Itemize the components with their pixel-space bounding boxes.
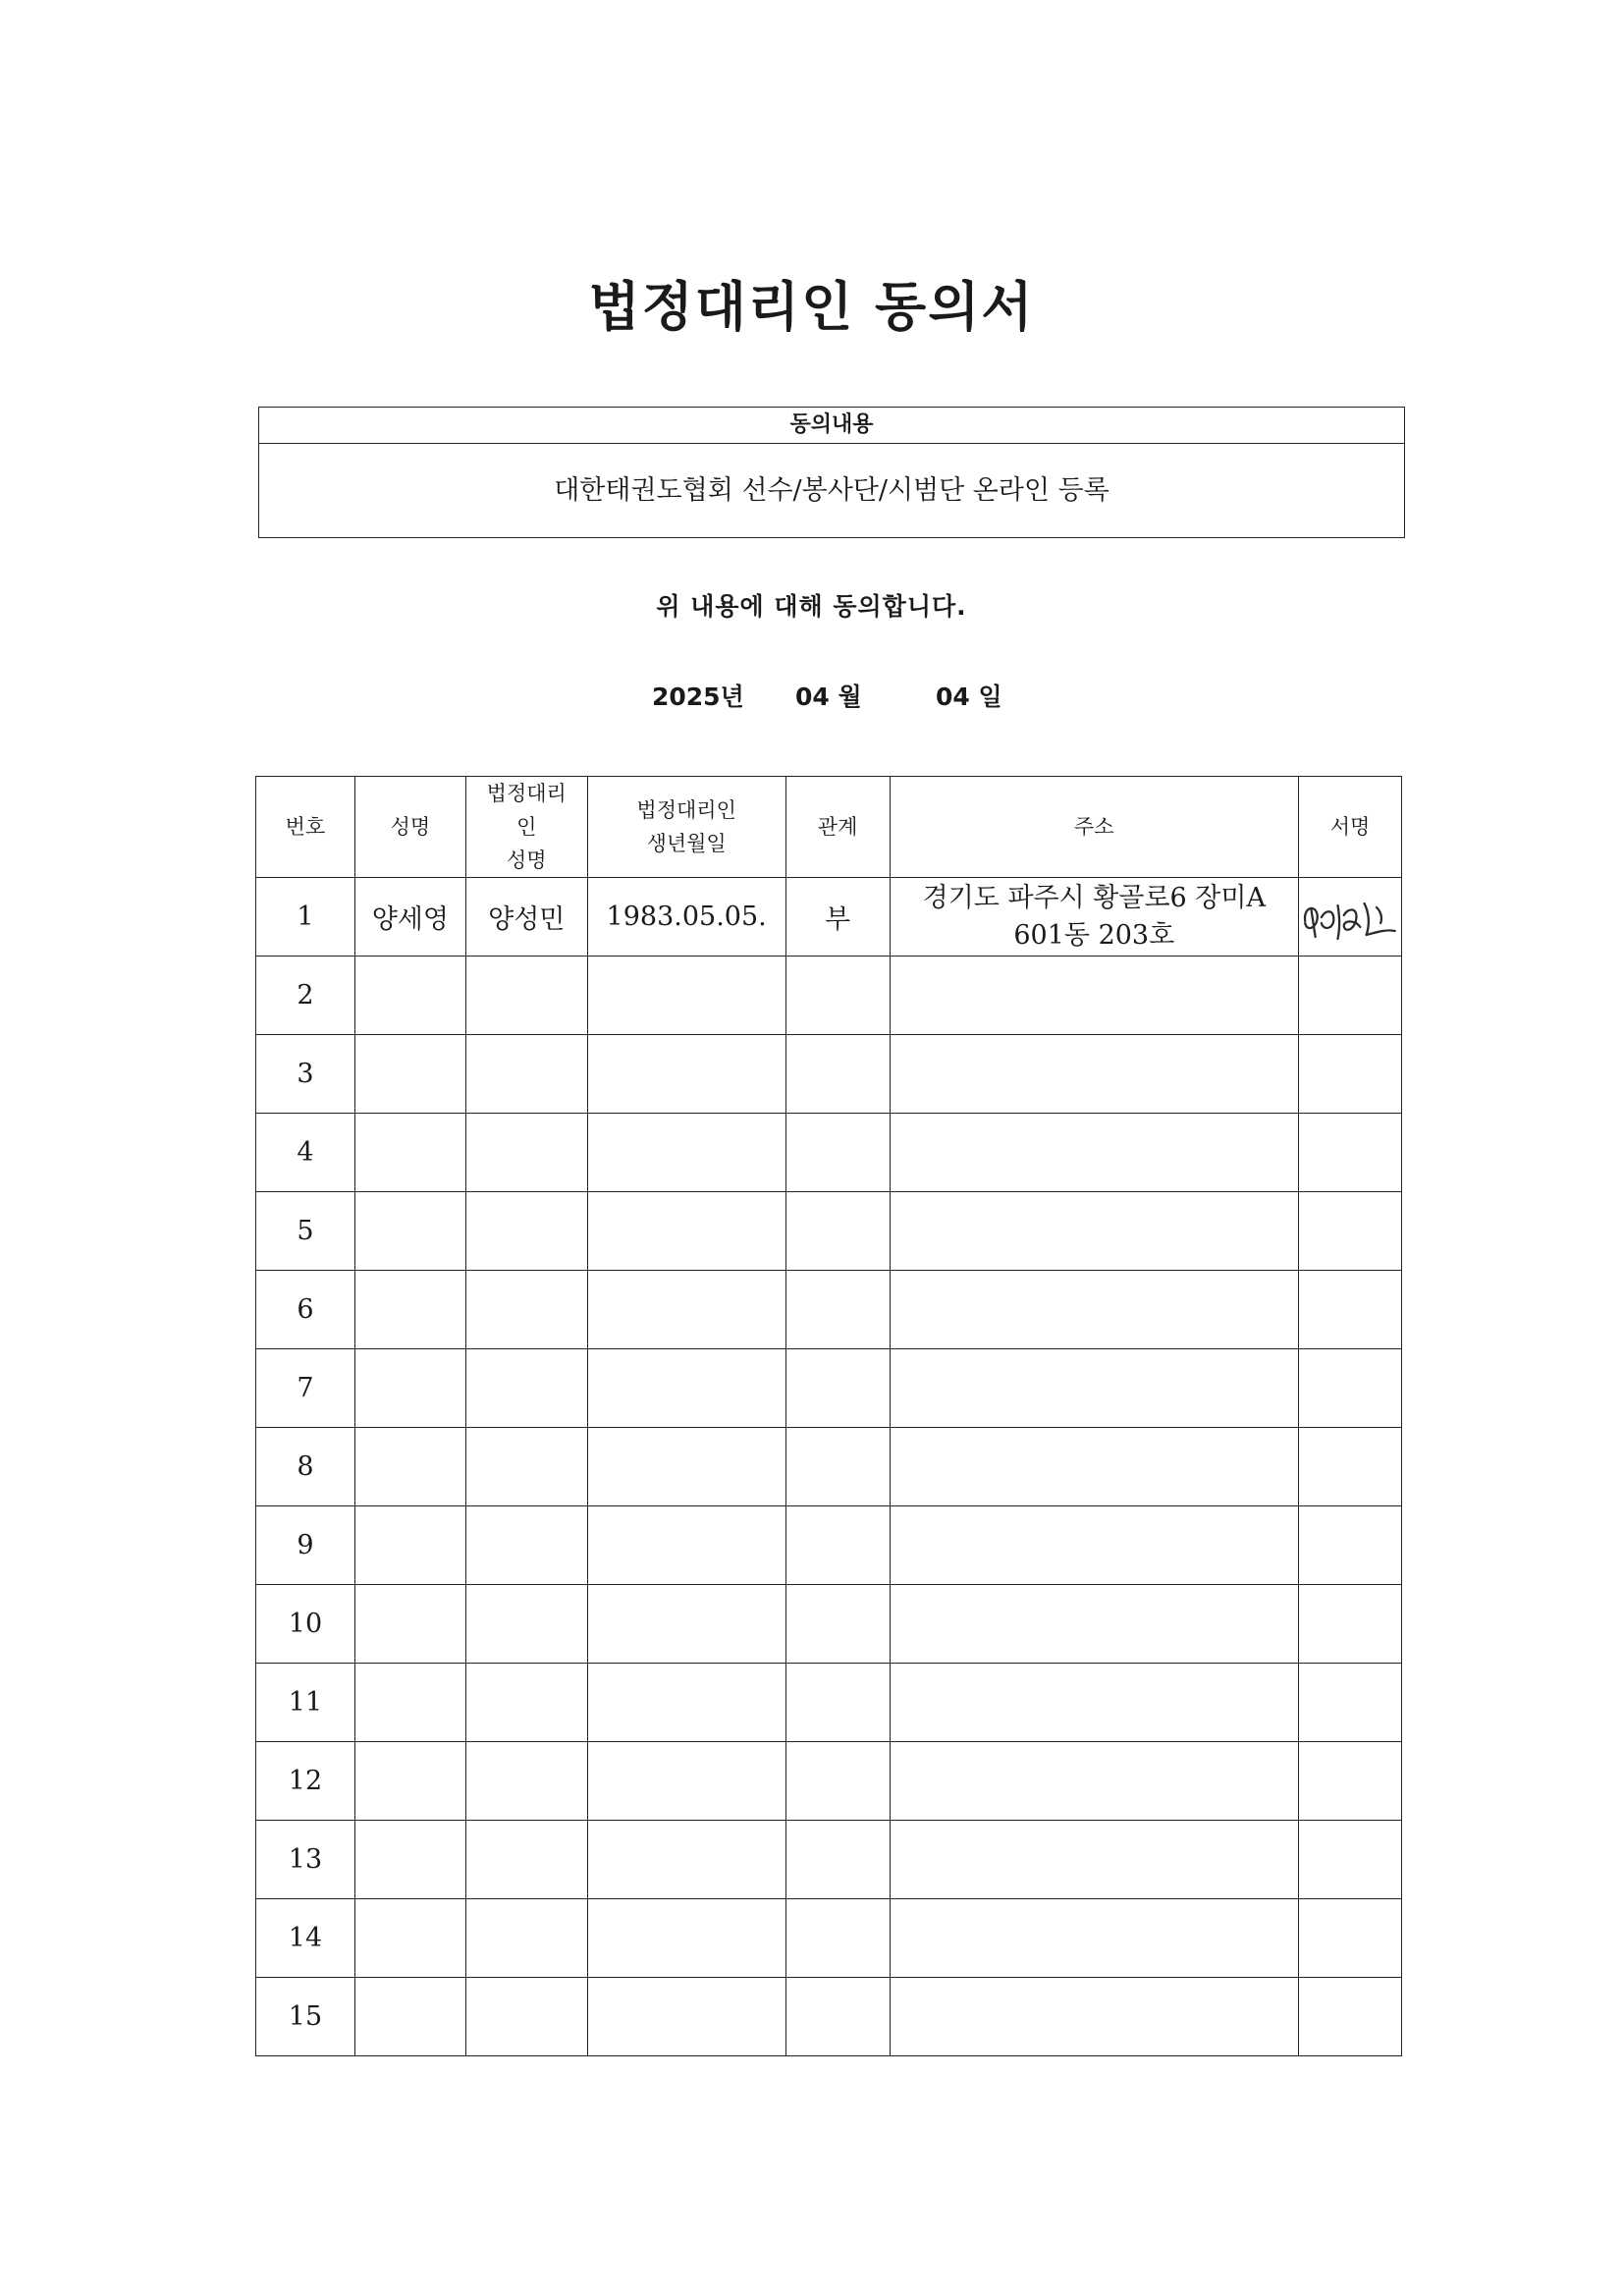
date-month: 04 월	[795, 683, 862, 711]
header-relation: 관계	[785, 777, 890, 878]
cell-relation	[785, 1192, 890, 1271]
table-row	[256, 1114, 1402, 1192]
cell-no: 9	[256, 1506, 355, 1585]
cell-signature	[1299, 1585, 1402, 1664]
table-row	[256, 1506, 1402, 1585]
header-signature: 서명	[1299, 777, 1402, 878]
cell-no: 13	[256, 1821, 355, 1899]
cell-signature	[1299, 1192, 1402, 1271]
cell-signature	[1299, 1821, 1402, 1899]
cell-name	[354, 1506, 465, 1585]
cell-guardian	[465, 1978, 587, 2056]
cell-guardian	[465, 1114, 587, 1192]
table-row	[256, 1349, 1402, 1428]
cell-address	[890, 1271, 1299, 1349]
cell-relation	[785, 1899, 890, 1978]
cell-relation	[785, 1271, 890, 1349]
cell-address	[890, 1349, 1299, 1428]
consent-header: 동의내용	[259, 408, 1404, 444]
cell-no: 12	[256, 1742, 355, 1821]
cell-no: 7	[256, 1349, 355, 1428]
table-row	[256, 1585, 1402, 1664]
signature-stroke	[1305, 903, 1395, 939]
cell-no: 8	[256, 1428, 355, 1506]
cell-birth	[587, 1349, 785, 1428]
header-name: 성명	[354, 777, 465, 878]
cell-guardian	[465, 1585, 587, 1664]
address-line1: 경기도 파주시 황골로6 장미A	[922, 882, 1266, 913]
cell-birth	[587, 1271, 785, 1349]
cell-no: 2	[256, 957, 355, 1035]
cell-signature	[1299, 1428, 1402, 1506]
cell-birth	[587, 1664, 785, 1742]
header-no: 번호	[256, 777, 355, 878]
cell-address	[890, 1821, 1299, 1899]
address-line2: 601동 203호	[1013, 919, 1175, 951]
table-header-row	[256, 777, 1402, 878]
cell-address	[890, 1506, 1299, 1585]
cell-guardian: 양성민	[465, 878, 587, 957]
cell-no: 5	[256, 1192, 355, 1271]
header-guardian-name-line1: 법정대리	[486, 782, 567, 805]
cell-guardian	[465, 1899, 587, 1978]
header-address: 주소	[890, 777, 1299, 878]
cell-name	[354, 1585, 465, 1664]
cell-birth	[587, 1192, 785, 1271]
cell-relation	[785, 1114, 890, 1192]
table-row	[256, 1428, 1402, 1506]
cell-name	[354, 1114, 465, 1192]
cell-no: 3	[256, 1035, 355, 1114]
cell-birth	[587, 1114, 785, 1192]
cell-birth	[587, 1821, 785, 1899]
cell-signature	[1299, 957, 1402, 1035]
cell-name	[354, 1035, 465, 1114]
cell-address	[890, 878, 1299, 957]
header-guardian-birth-line2: 생년월일	[646, 832, 727, 855]
cell-birth	[587, 1742, 785, 1821]
cell-birth	[587, 1978, 785, 2056]
cell-signature	[1299, 1114, 1402, 1192]
cell-name	[354, 1271, 465, 1349]
cell-guardian	[465, 1664, 587, 1742]
cell-birth	[587, 957, 785, 1035]
header-guardian-name-line2: 인	[516, 815, 537, 839]
table-row	[256, 1742, 1402, 1821]
table-row	[256, 1899, 1402, 1978]
cell-birth	[587, 1899, 785, 1978]
consent-box	[258, 407, 1405, 538]
cell-name	[354, 1742, 465, 1821]
cell-name	[354, 1899, 465, 1978]
cell-guardian	[465, 1428, 587, 1506]
agree-statement: 위 내용에 대해 동의합니다.	[656, 592, 967, 621]
table-row	[256, 1664, 1402, 1742]
cell-relation	[785, 1664, 890, 1742]
table-row	[256, 957, 1402, 1035]
cell-name	[354, 1664, 465, 1742]
cell-name	[354, 957, 465, 1035]
cell-address	[890, 1428, 1299, 1506]
cell-relation: 부	[785, 878, 890, 957]
cell-relation	[785, 1428, 890, 1506]
cell-signature	[1299, 1899, 1402, 1978]
cell-birth	[587, 1428, 785, 1506]
table-row	[256, 1271, 1402, 1349]
cell-no: 4	[256, 1114, 355, 1192]
cell-signature	[1299, 878, 1402, 957]
document-title: 법정대리인 동의서	[588, 276, 1035, 338]
cell-address	[890, 957, 1299, 1035]
cell-address	[890, 1978, 1299, 2056]
header-guardian-birth-line1: 법정대리인	[636, 798, 736, 822]
cell-address	[890, 1664, 1299, 1742]
cell-birth: 1983.05.05.	[587, 878, 785, 957]
cell-guardian	[465, 1821, 587, 1899]
cell-name	[354, 1192, 465, 1271]
cell-address	[890, 1585, 1299, 1664]
table-row	[256, 1035, 1402, 1114]
cell-guardian	[465, 957, 587, 1035]
table-row	[256, 1821, 1402, 1899]
cell-signature	[1299, 1035, 1402, 1114]
cell-signature	[1299, 1506, 1402, 1585]
cell-name	[354, 1428, 465, 1506]
cell-signature	[1299, 1742, 1402, 1821]
cell-name	[354, 1978, 465, 2056]
cell-no: 6	[256, 1271, 355, 1349]
cell-address	[890, 1742, 1299, 1821]
cell-name: 양세영	[354, 878, 465, 957]
cell-guardian	[465, 1349, 587, 1428]
cell-guardian	[465, 1506, 587, 1585]
cell-no: 1	[256, 878, 355, 957]
cell-guardian	[465, 1271, 587, 1349]
table-row	[256, 1192, 1402, 1271]
cell-birth	[587, 1035, 785, 1114]
header-guardian-name	[465, 777, 587, 878]
cell-relation	[785, 1585, 890, 1664]
cell-relation	[785, 1035, 890, 1114]
cell-signature	[1299, 1349, 1402, 1428]
cell-address	[890, 1899, 1299, 1978]
table-row	[256, 878, 1402, 957]
cell-no: 14	[256, 1899, 355, 1978]
cell-relation	[785, 957, 890, 1035]
cell-relation	[785, 1349, 890, 1428]
cell-relation	[785, 1821, 890, 1899]
cell-relation	[785, 1978, 890, 2056]
cell-relation	[785, 1506, 890, 1585]
date-year: 2025년	[652, 683, 744, 711]
cell-signature	[1299, 1978, 1402, 2056]
cell-birth	[587, 1506, 785, 1585]
cell-no: 11	[256, 1664, 355, 1742]
guardian-table	[255, 776, 1402, 2056]
cell-guardian	[465, 1035, 587, 1114]
cell-address	[890, 1192, 1299, 1271]
cell-birth	[587, 1585, 785, 1664]
cell-address	[890, 1114, 1299, 1192]
cell-signature	[1299, 1664, 1402, 1742]
cell-relation	[785, 1742, 890, 1821]
cell-no: 10	[256, 1585, 355, 1664]
header-guardian-birth	[587, 777, 785, 878]
cell-no: 15	[256, 1978, 355, 2056]
date-day: 04 일	[936, 683, 1002, 711]
signature-handwriting	[1299, 888, 1401, 947]
consent-text: 대한태권도협회 선수/봉사단/시범단 온라인 등록	[554, 475, 1109, 506]
cell-name	[354, 1349, 465, 1428]
header-guardian-name-line3: 성명	[506, 848, 547, 872]
cell-address	[890, 1035, 1299, 1114]
cell-guardian	[465, 1742, 587, 1821]
table-row	[256, 1978, 1402, 2056]
cell-guardian	[465, 1192, 587, 1271]
cell-name	[354, 1821, 465, 1899]
cell-signature	[1299, 1271, 1402, 1349]
